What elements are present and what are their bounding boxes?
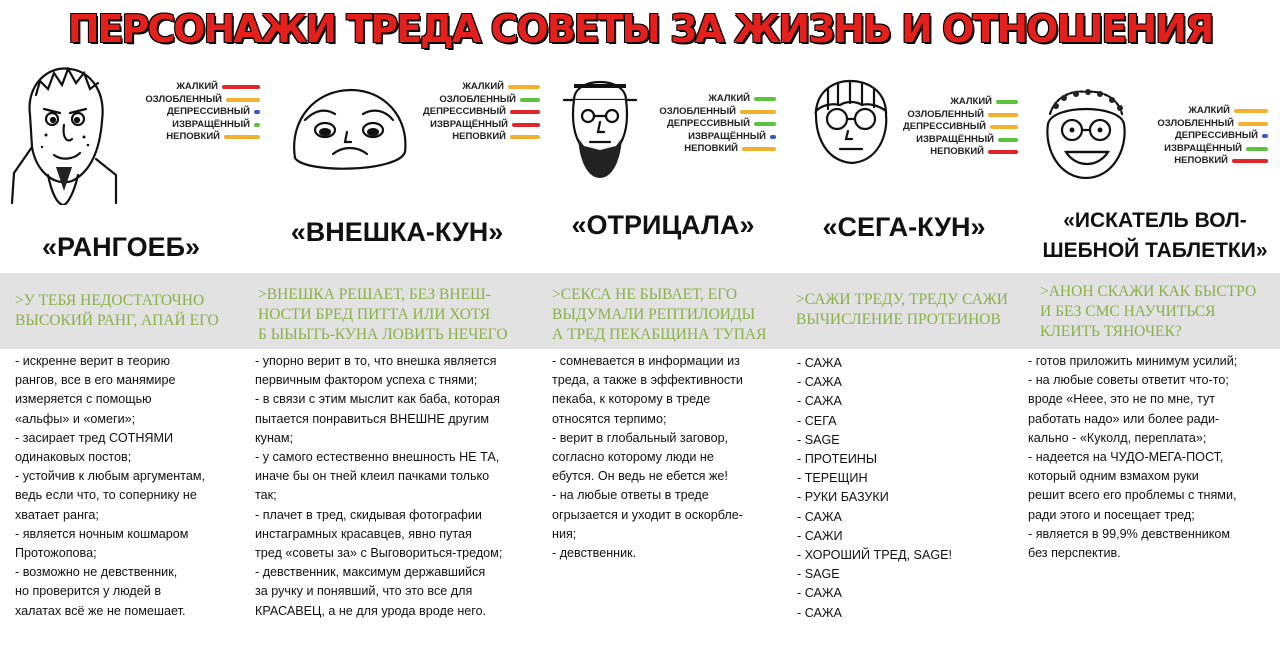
trait-bar [988,113,1018,117]
character-name: «СЕГА-КУН» [822,212,986,242]
face-iskatel-icon [1036,84,1136,184]
quote-vneshka: >ВНЕШКА РЕШАЕТ, БЕЗ ВНЕШ- НОСТИ БРЕД ПИТТА ИЛИ ХОТЯ Б ЫЫЫТЬ-КУНА ЛОВИТЬ НЕЧЕГО [258,286,508,343]
trait-panel-rangoeb: ЖАЛКИЙ ОЗЛОБЛЕННЫЙ ДЕПРЕССИВНЫЙ ИЗВРАЩЁННЫЙ НЕПОВКИЙ [112,81,260,144]
trait-bar [770,135,776,139]
face-rangoeb-icon [8,55,118,205]
trait-bar [254,123,260,127]
trait-bar [754,122,776,126]
description-rangoeb: - искренне верит в теорию рангов, все в его манямире измеряется с помощью «альфы» и «омеги»; - засирает тред СОТНЯМИ одинаковых постов; - устойчив к любым аргументам, ведь если что, то сопернику не хватает ранга; - является ночным кошмаром Протожопова; - возможно не девственник, но проверится у людей в халатах всё же не помешает. [15,354,205,618]
character-name: «ИСКАТЕЛЬ ВОЛ- ШЕБНОЙ ТАБЛЕТКИ» [1042,209,1268,262]
trait-bar [998,138,1018,142]
page-title: ПЕРСОНАЖИ ТРЕДА СОВЕТЫ ЗА ЖИЗНЬ И ОТНОШЕНИЯ [67,7,1213,51]
description-sega: - САЖА - САЖА - САЖА - СЕГА - SAGE - ПРОТЕИНЫ - ТЕРЕЩИН - РУКИ БАЗУКИ - САЖА - САЖИ - ХОРОШИЙ ТРЕД, SAGE! - SAGE - САЖА - САЖА [797,356,953,620]
trait-bar [224,135,260,139]
trait-bar [222,85,260,89]
trait-panel-sega: ЖАЛКИЙ ОЗЛОБЛЕННЫЙ ДЕПРЕССИВНЫЙ ИЗВРАЩЁННЫЙ НЕПОВКИЙ [878,96,1018,159]
trait-bar [988,150,1018,154]
character-name: «ОТРИЦАЛА» [571,210,755,240]
trait-bar [740,110,776,114]
trait-panel-otricala: ЖАЛКИЙ ОЗЛОБЛЕННЫЙ ДЕПРЕССИВНЫЙ ИЗВРАЩЁННЫЙ НЕПОВКИЙ [636,93,776,156]
trait-bar [510,110,540,114]
trait-bar [512,123,540,127]
trait-bar [754,97,776,101]
trait-bar [1232,159,1268,163]
trait-bar [1238,122,1268,126]
quote-sega: >САЖИ ТРЕДУ, ТРЕДУ САЖИ ВЫЧИСЛЕНИЕ ПРОТЕИНОВ [796,291,1008,328]
trait-bar [510,135,540,139]
quote-iskatel: >АНОН СКАЖИ КАК БЫСТРО И БЕЗ СМС НАУЧИТЬСЯ КЛЕИТЬ ТЯНОЧЕК? [1040,283,1257,340]
trait-bar [508,85,540,89]
trait-bar [1234,109,1268,113]
trait-bar [742,147,776,151]
trait-bar [520,98,540,102]
face-vneshka-icon [285,80,415,175]
trait-panel-iskatel: ЖАЛКИЙ ОЗЛОБЛЕННЫЙ ДЕПРЕССИВНЫЙ ИЗВРАЩЁННЫЙ НЕПОВКИЙ [1128,105,1268,168]
description-otricala: - сомневается в информации из треда, а также в эффективности пекаба, к которому в треде относятся терпимо; - верит в глобальный заговор, согласно которому люди не ебутся. Он ведь не ебется же! - на любые ответы в треде огрызается и уходит в оскорбле- ния; - девственник. [552,354,743,561]
quote-rangoeb: >У ТЕБЯ НЕДОСТАТОЧНО ВЫСОКИЙ РАНГ, АПАЙ ЕГО [15,292,219,329]
trait-bar [226,98,260,102]
trait-panel-vneshka: ЖАЛКИЙ ОЗЛОБЛЕННЫЙ ДЕПРЕССИВНЫЙ ИЗВРАЩЁННЫЙ НЕПОВКИЙ [400,81,540,144]
character-name: «ВНЕШКА-КУН» [290,217,504,247]
trait-bar [254,110,260,114]
trait-bar [990,125,1018,129]
description-iskatel: - готов приложить минимум усилий; - на любые советы ответит что-то; вроде «Неее, это не по мне, тут работать надо» или более ради- кально - «Куколд, переплата»; - надеется на ЧУДО-МЕГА-ПОСТ, который одним взмахом руки решит всего его проблемы с тнями, ради этого и посещает тред; - является в 99,9% девственником без перспектив. [1028,354,1238,561]
character-name: «РАНГОЕБ» [41,232,201,262]
face-otricala-icon [560,70,640,180]
trait-bar [1262,134,1268,138]
description-vneshka: - упорно верит в то, что внешка является первичным фактором успеха с тнями; - в связи с этим мыслит как баба, которая пытается понравиться ВНЕШНЕ другим кунам; - у самого естественно внешность НЕ ТА, иначе бы он тней клеил пачками только так; - плачет в тред, скидывая фотографии инстаграмных красавцев, явно путая тред «советы за» с Выговориться-тредом; - девственник, максимум державшийся за ручку и понявший, что это все для КРАСАВЕЦ, а не для урода вроде него. [255,354,503,618]
quote-otricala: >СЕКСА НЕ БЫВАЕТ, ЕГО ВЫДУМАЛИ РЕПТИЛОИДЫ А ТРЕД ПЕКАБЩИНА ТУПАЯ [552,286,767,343]
trait-bar [996,100,1018,104]
trait-bar [1246,147,1268,151]
